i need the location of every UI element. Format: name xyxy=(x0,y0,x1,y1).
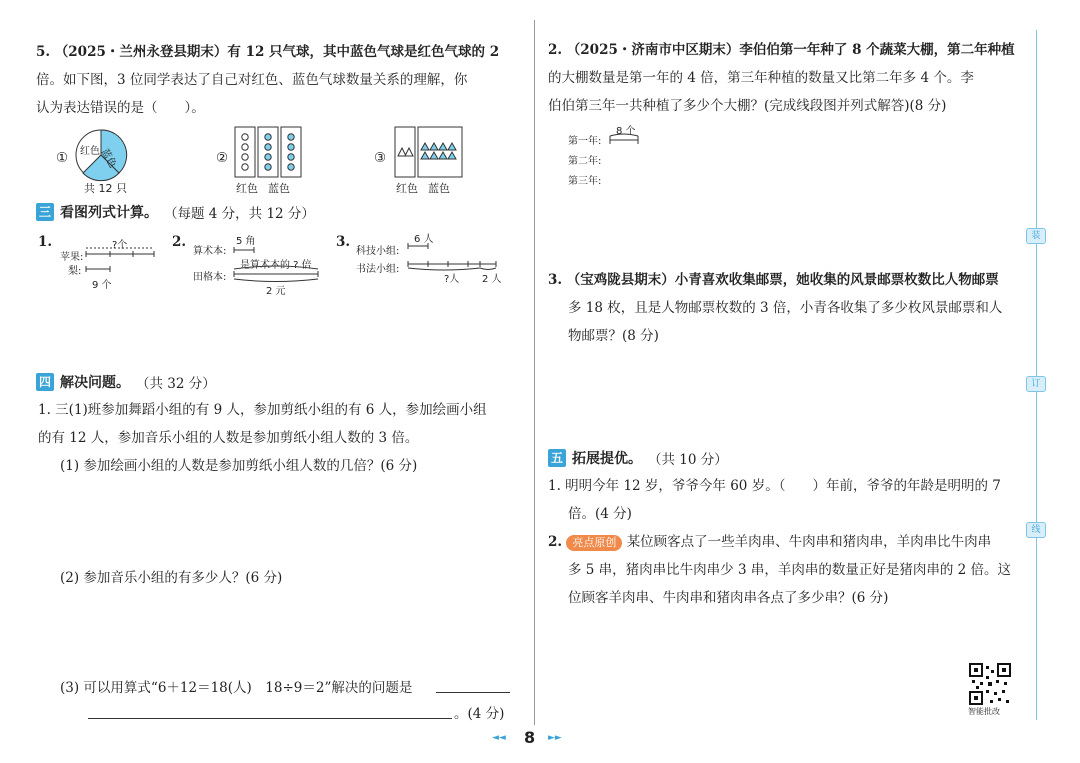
s4-sub3-answer-line-2[interactable] xyxy=(88,718,452,719)
s3-p1-number: 1. xyxy=(38,234,53,250)
s4-sub3-answer-line-1[interactable] xyxy=(436,692,510,693)
s3-p3-number: 3. xyxy=(336,234,351,250)
s5-q2-line2: 多 5 串，猪肉串比牛肉串少 3 串，羊肉串的数量正好是猪肉串的 2 倍。这 xyxy=(568,562,1012,578)
section-4-number: 四 xyxy=(36,373,54,391)
s3-p2-a: 算术本: xyxy=(193,246,227,257)
q5-line3: 认为表达错误的是（ ）。 xyxy=(36,100,205,116)
s5-q2-line1: 某位顾客点了一些羊肉串、牛肉串和猪肉串，羊肉串比牛肉串 xyxy=(626,534,992,550)
s3-p3-diagram xyxy=(406,240,502,272)
next-page-icon[interactable]: ►► xyxy=(548,733,562,743)
page-number: 8 xyxy=(524,728,536,747)
section-3-header xyxy=(36,202,315,222)
section-4-header xyxy=(36,372,216,392)
binding-line xyxy=(1036,30,1037,720)
fig2-number: ② xyxy=(216,150,229,166)
fig2-grid xyxy=(234,126,304,178)
s3-p3-a: 科技小组: xyxy=(356,246,400,257)
s5-q2-number: 2. xyxy=(548,534,563,550)
fig3-triangles xyxy=(394,126,464,178)
fig3-number: ③ xyxy=(374,150,387,166)
s3-p1-q: ?个 xyxy=(112,240,128,251)
r-q2-line1: 2. （2025・济南市中区期末）李伯伯第一年种了 8 个蔬菜大棚，第二年种植 xyxy=(548,42,1015,58)
s4-sub1: (1) 参加绘画小组的人数是参加剪纸小组人数的几倍？(6 分) xyxy=(60,458,418,474)
s3-p2-price: 5 角 xyxy=(236,236,256,247)
s3-p3-n: 6 人 xyxy=(414,234,434,245)
question-5 xyxy=(36,38,516,122)
r-q2-year3: 第三年: xyxy=(568,176,602,187)
section-3-score: （每题 4 分，共 12 分） xyxy=(164,206,315,222)
s4-sub3-end: 。(4 分) xyxy=(454,706,505,722)
r-q2-eight: 8 个 xyxy=(616,126,636,137)
s5-question-1 xyxy=(548,472,1018,528)
right-question-3 xyxy=(548,266,1018,350)
fig2-red-label: 红色 xyxy=(236,182,258,195)
section-4-score: （共 32 分） xyxy=(136,376,216,392)
q5-line1: 5. （2025・兰州永登县期末）有 12 只气球，其中蓝色气球是红色气球的 2 xyxy=(36,44,500,60)
q5-line2: 倍。如下图，3 位同学表达了自己对红色、蓝色气球数量关系的理解，你 xyxy=(36,72,468,88)
r-q2-segment xyxy=(608,132,648,146)
s4-sub3: (3) 可以用算式“6＋12＝18(人) 18÷9＝2”解决的问题是 xyxy=(60,680,413,696)
s3-p1-pear: 梨: xyxy=(68,266,82,277)
r-q3-line3: 物邮票？(8 分) xyxy=(568,328,659,344)
fig2-blue-label: 蓝色 xyxy=(268,182,290,195)
qr-label: 智能批改 xyxy=(968,707,1000,716)
s3-p2-number: 2. xyxy=(172,234,187,250)
s3-p2-diagram xyxy=(232,244,322,282)
r-q3-line2: 多 18 枚，且是人物邮票枚数的 3 倍，小青各收集了多少枚风景邮票和人 xyxy=(568,300,1003,316)
s3-p1-n: 9 个 xyxy=(92,280,112,291)
s4-sub2: (2) 参加音乐小组的有多少人？(6 分) xyxy=(60,570,283,586)
fig1-caption: 共 12 只 xyxy=(84,182,127,195)
section-5-title: 拓展提优。 xyxy=(572,451,642,467)
section-5-number: 五 xyxy=(548,449,566,467)
s3-p2-q: 是算术本的 ? 倍 xyxy=(240,260,312,271)
r-q2-year1: 第一年: xyxy=(568,136,602,147)
fig1-number: ① xyxy=(56,150,69,166)
r-q2-line2: 的大棚数量是第一年的 4 倍，第三年种植的数量又比第二年多 4 个。李 xyxy=(548,70,974,86)
s3-p3-more: 2 人 xyxy=(482,274,502,285)
section-3-number: 三 xyxy=(36,203,54,221)
s3-p2-b: 田格本: xyxy=(193,272,227,283)
fig3-red-label: 红色 xyxy=(396,182,418,195)
binding-tab-2: 订 xyxy=(1026,376,1046,392)
r-q2-line3: 伯伯第三年一共种植了多少个大棚？(完成线段图并列式解答)(8 分) xyxy=(548,98,947,114)
binding-tab-1: 装 xyxy=(1026,228,1046,244)
section-3-title: 看图列式计算。 xyxy=(60,205,158,221)
s3-p1-diagram xyxy=(84,244,164,276)
section-5-score: （共 10 分） xyxy=(648,452,728,468)
binding-tab-3: 线 xyxy=(1026,522,1046,538)
s5-question-2 xyxy=(548,528,1018,612)
fig1-blue-label: 蓝色 xyxy=(98,147,119,170)
r-q3-line1: 3. （宝鸡陇县期末）小青喜欢收集邮票，她收集的风景邮票枚数比人物邮票 xyxy=(548,272,999,288)
s4-question-1 xyxy=(38,396,518,480)
r-q2-year2: 第二年: xyxy=(568,156,602,167)
s5-q1-line1: 1. 明明今年 12 岁，爷爷今年 60 岁。（ ）年前，爷爷的年龄是明明的 7 xyxy=(548,478,1001,494)
s4-q1-line1: 1. 三(1)班参加舞蹈小组的有 9 人，参加剪纸小组的有 6 人，参加绘画小组 xyxy=(38,402,487,418)
fig3-blue-label: 蓝色 xyxy=(428,182,450,195)
section-5-header xyxy=(548,448,728,468)
qr-code-icon[interactable] xyxy=(968,662,1012,706)
s5-q2-line3: 位顾客羊肉串、牛肉串和猪肉串各点了多少串？(6 分) xyxy=(568,590,889,606)
s3-p3-q: ?人 xyxy=(444,274,460,285)
s5-q1-line2: 倍。(4 分) xyxy=(568,506,632,522)
s4-q1-line2: 的有 12 人，参加音乐小组的人数是参加剪纸小组人数的 3 倍。 xyxy=(38,430,419,446)
s3-p1-apple: 苹果: xyxy=(60,252,84,263)
section-4-title: 解决问题。 xyxy=(60,375,130,391)
column-divider xyxy=(534,20,535,725)
fig1-red-label: 红色 xyxy=(80,146,100,157)
prev-page-icon[interactable]: ◄◄ xyxy=(492,733,506,743)
s3-p2-total: 2 元 xyxy=(266,286,286,297)
original-badge: 亮点原创 xyxy=(566,535,622,551)
right-question-2 xyxy=(548,36,1018,120)
s3-p3-b: 书法小组: xyxy=(356,264,400,275)
